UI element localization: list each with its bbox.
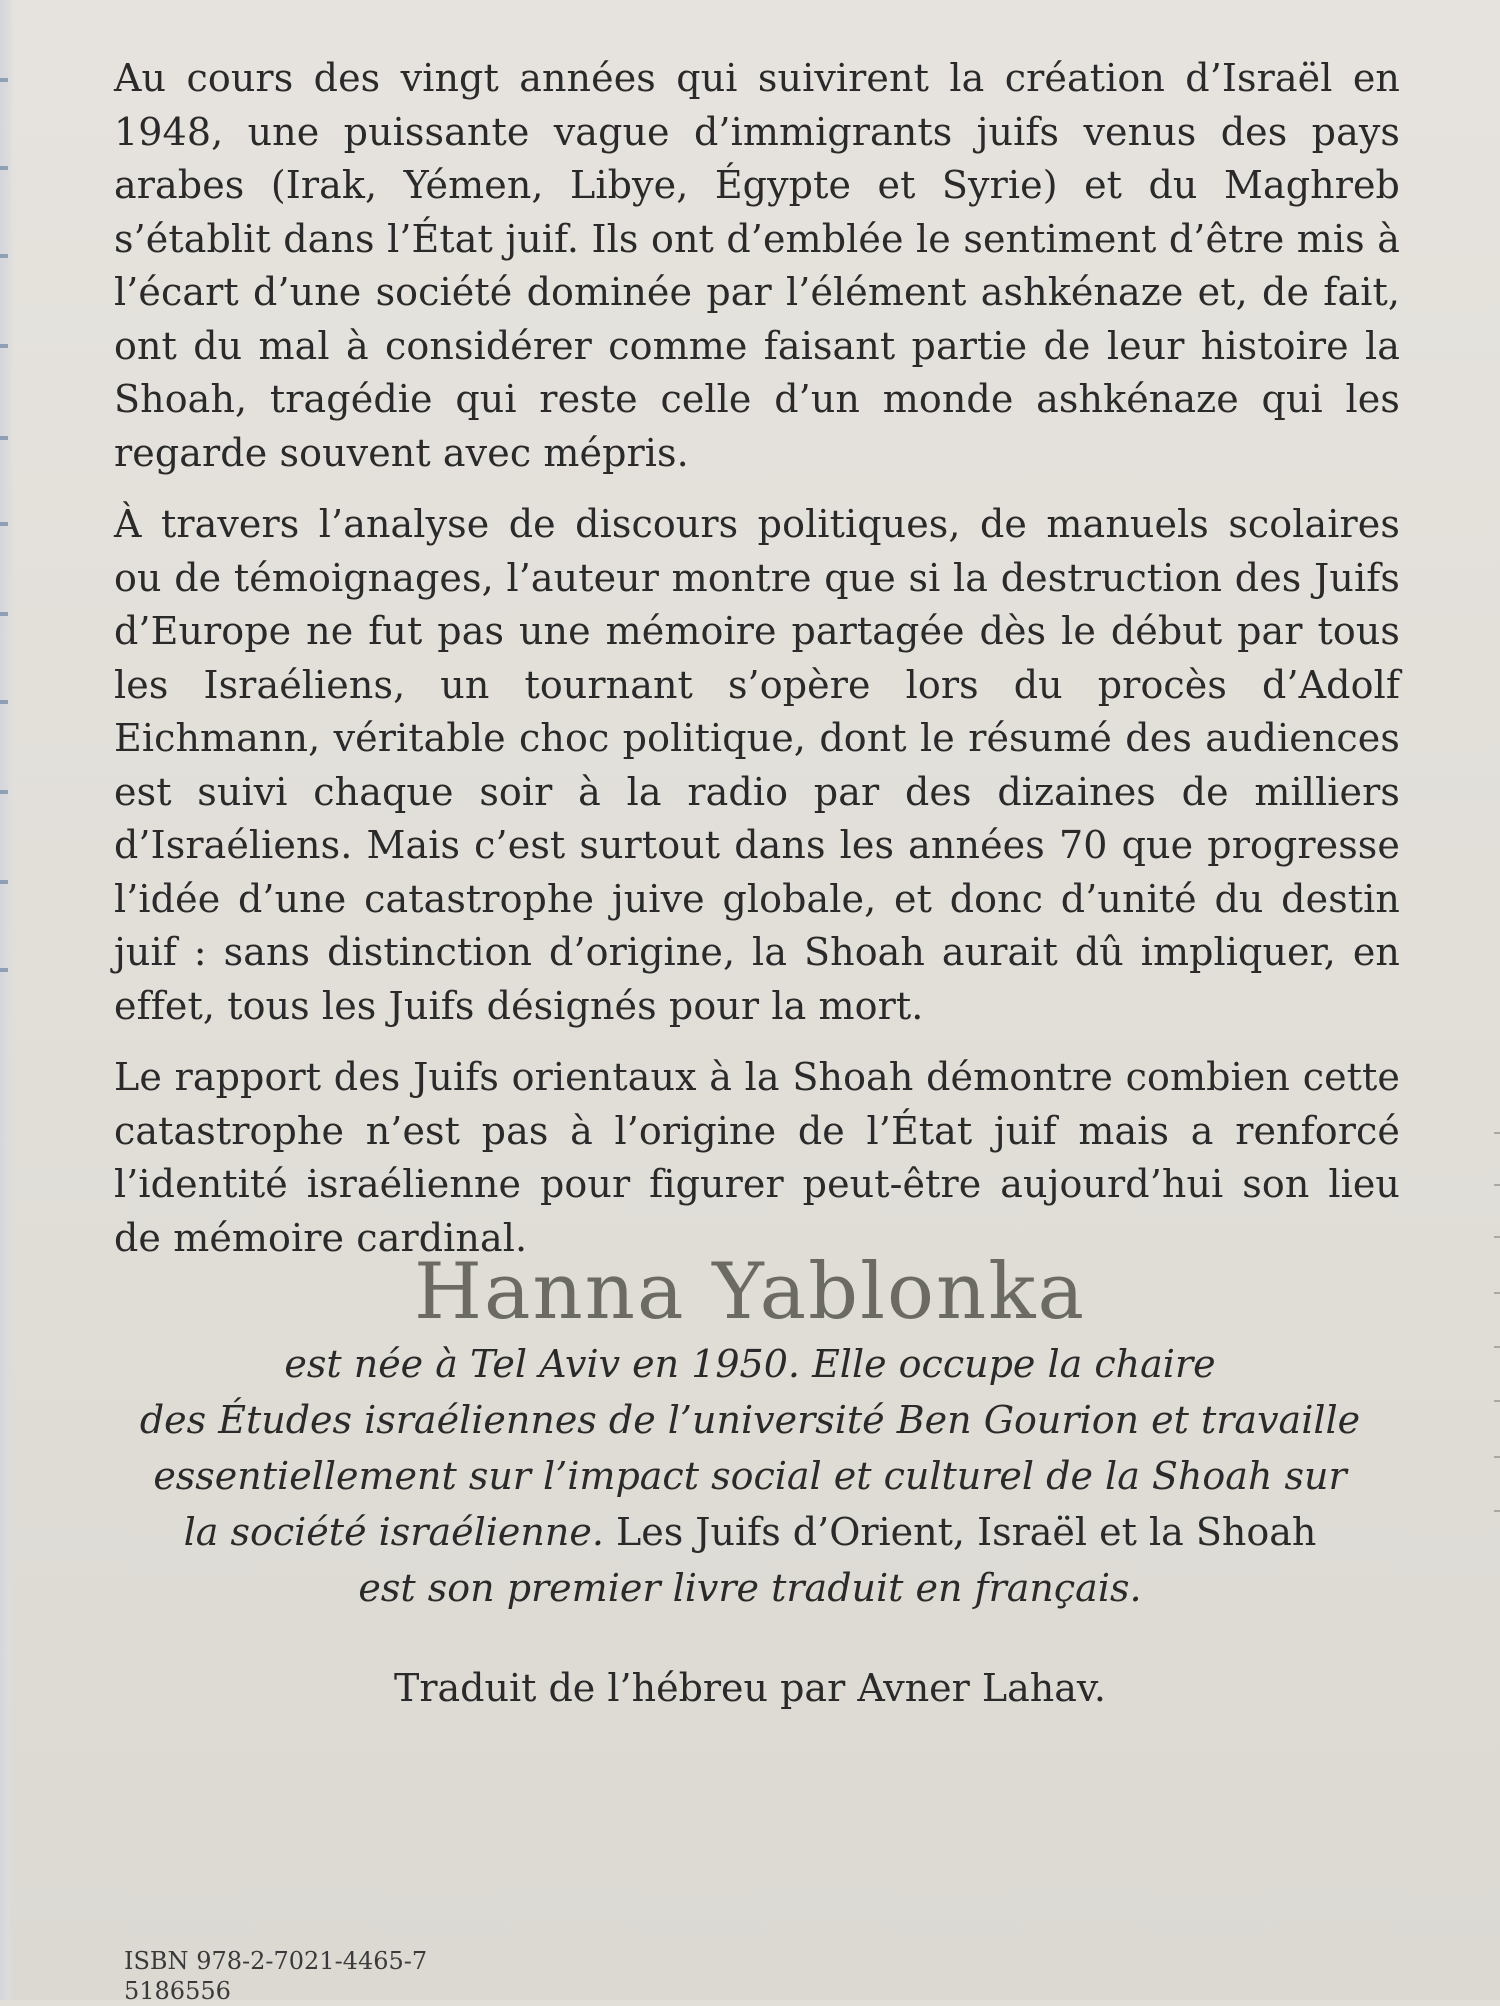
bio-line	[0, 1504, 1500, 1560]
edge-mark	[0, 790, 8, 794]
isbn: ISBN 978-2-7021-4465-7	[124, 1947, 428, 1975]
book-title: Les Juifs d’Orient, Israël et la Shoah	[603, 1510, 1317, 1554]
edge-mark	[0, 968, 8, 972]
edge-mark	[0, 612, 8, 616]
author-name: Hanna Yablonka	[413, 1247, 1087, 1337]
bio-line: des Études israéliennes de l’université Ben Gourion et travaille	[139, 1398, 1361, 1442]
edge-mark	[1494, 1132, 1500, 1134]
edge-mark	[1494, 1184, 1500, 1186]
edge-mark	[0, 700, 8, 704]
bio-line: est née à Tel Aviv en 1950. Elle occupe la chaire	[284, 1342, 1216, 1386]
bio-line: essentiellement sur l’impact social et culturel de la Shoah sur	[153, 1454, 1347, 1498]
edge-mark	[0, 78, 8, 82]
bio-line-italic: la société israélienne.	[183, 1510, 604, 1554]
book-summary	[114, 52, 1400, 1283]
summary-paragraph: Au cours des vingt années qui suivirent la création d’Israël en 1948, une puissante vague d’immigrants juifs venus des pays arabes (Irak, Yémen, Libye, Égypte et Syrie) et du Maghreb s’établit dans l’État juif. Ils ont d’emblée le sentiment d’être mis à l’écart d’une société dominée par l’élément ashkénaze et, de fait, ont du mal à considérer comme faisant partie de leur histoire la Shoah, tragédie qui reste celle d’un monde ashkénaze qui les regarde souvent avec mépris.	[114, 56, 1400, 475]
edge-mark	[1494, 1236, 1500, 1238]
edge-mark	[0, 522, 8, 526]
edge-mark	[0, 254, 8, 258]
bio-line: est son premier livre traduit en français.	[358, 1566, 1142, 1610]
translator-credit: Traduit de l’hébreu par Avner Lahav.	[394, 1666, 1106, 1710]
edge-mark	[0, 436, 8, 440]
edge-mark	[0, 880, 8, 884]
author-bio	[0, 1336, 1500, 1616]
edge-mark	[0, 166, 8, 170]
product-code: 5186556	[124, 1977, 231, 2005]
summary-paragraph: À travers l’analyse de discours politiques, de manuels scolaires ou de témoignages, l’auteur montre que si la destruction des Juifs d’Europe ne fut pas une mémoire partagée dès le début par tous les Israéliens, un tournant s’opère lors du procès d’Adolf Eichmann, véritable choc politique, dont le résumé des audiences est suivi chaque soir à la radio par des dizaines de milliers d’Israéliens. Mais c’est surtout dans les années 70 que progresse l’idée d’une catastrophe juive globale, et donc d’unité du destin juif : sans distinction d’origine, la Shoah aurait dû impliquer, en effet, tous les Juifs désignés pour la mort.	[114, 502, 1400, 1028]
edge-mark	[0, 344, 8, 348]
summary-paragraph: Le rapport des Juifs orientaux à la Shoah démontre combien cette catastrophe n’est pas à l’origine de l’État juif mais a renforcé l’identité israélienne pour figurer peut-être aujourd’hui son lieu de mémoire cardinal.	[114, 1055, 1400, 1260]
